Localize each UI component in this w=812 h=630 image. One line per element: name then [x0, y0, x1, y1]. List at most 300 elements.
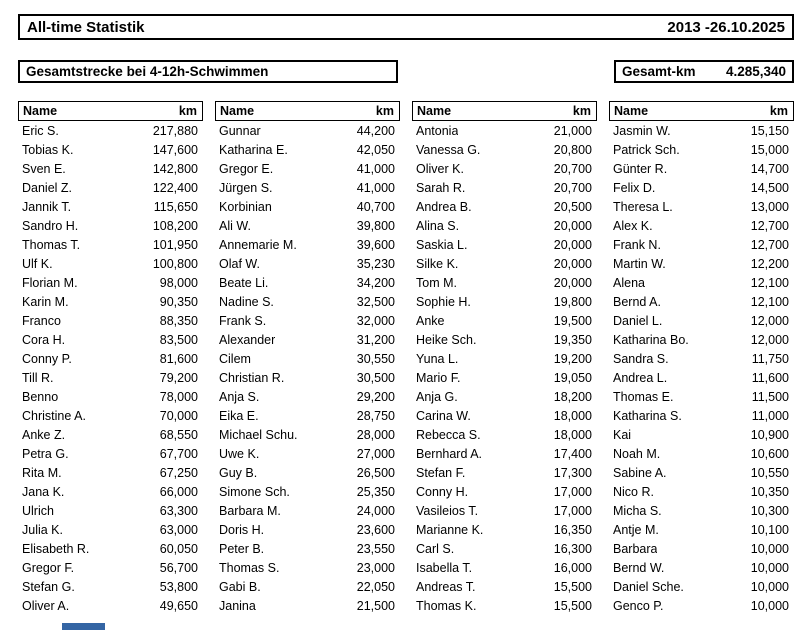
table-row — [609, 406, 794, 425]
swimmer-km: 14,500 — [750, 180, 789, 195]
swimmer-km: 41,000 — [356, 180, 395, 195]
swimmer-name: Bernd W. — [613, 560, 665, 575]
swimmer-km: 20,500 — [553, 199, 592, 214]
swimmer-km: 17,000 — [553, 484, 592, 499]
table-row — [215, 178, 400, 197]
table-row — [18, 197, 203, 216]
swimmer-name: Frank S. — [219, 313, 267, 328]
table-row — [412, 501, 597, 520]
table-row — [18, 444, 203, 463]
swimmer-name: Korbinian — [219, 199, 272, 214]
table-row — [18, 463, 203, 482]
name-column-header: Name — [614, 104, 649, 118]
swimmer-name: Uwe K. — [219, 446, 260, 461]
table-row — [215, 539, 400, 558]
table-row — [215, 596, 400, 615]
swimmer-name: Vasileios T. — [416, 503, 479, 518]
swimmer-name: Nadine S. — [219, 294, 274, 309]
swimmer-name: Christine A. — [22, 408, 86, 423]
swimmer-name: Martin W. — [613, 256, 666, 271]
table-row — [18, 235, 203, 254]
table-row — [215, 520, 400, 539]
table-row — [18, 178, 203, 197]
swimmer-name: Julia K. — [22, 522, 63, 537]
swimmer-km: 29,200 — [356, 389, 395, 404]
table-row — [609, 577, 794, 596]
swimmer-km: 39,600 — [356, 237, 395, 252]
swimmer-km: 98,000 — [159, 275, 198, 290]
swimmer-name: Alex K. — [613, 218, 653, 233]
swimmer-km: 20,000 — [553, 275, 592, 290]
table-row — [18, 520, 203, 539]
swimmer-km: 22,050 — [356, 579, 395, 594]
swimmer-km: 11,500 — [751, 389, 789, 404]
table-row — [609, 444, 794, 463]
table-row — [412, 140, 597, 159]
swimmer-km: 18,000 — [553, 427, 592, 442]
table-row — [412, 330, 597, 349]
table-row — [412, 121, 597, 140]
swimmer-km: 68,550 — [159, 427, 198, 442]
swimmer-km: 19,800 — [553, 294, 592, 309]
swimmer-km: 12,000 — [750, 332, 789, 347]
table-row — [215, 121, 400, 140]
swimmer-km: 83,500 — [159, 332, 198, 347]
swimmer-km: 34,200 — [356, 275, 395, 290]
table-row — [215, 311, 400, 330]
swimmer-name: Andrea L. — [613, 370, 668, 385]
table-row — [215, 349, 400, 368]
table-row — [609, 330, 794, 349]
swimmer-name: Stefan F. — [416, 465, 466, 480]
swimmer-name: Ulrich — [22, 503, 54, 518]
swimmer-km: 19,350 — [553, 332, 592, 347]
swimmer-name: Rita M. — [22, 465, 62, 480]
swimmer-name: Cora H. — [22, 332, 66, 347]
table-row — [412, 558, 597, 577]
table-row — [609, 387, 794, 406]
swimmer-km: 21,000 — [553, 123, 592, 138]
swimmer-km: 28,750 — [356, 408, 395, 423]
table-row — [215, 140, 400, 159]
ranking-table-2 — [215, 101, 400, 615]
table-body — [215, 121, 400, 615]
swimmer-km: 88,350 — [159, 313, 198, 328]
swimmer-km: 81,600 — [159, 351, 198, 366]
table-body — [18, 121, 203, 615]
swimmer-name: Vanessa G. — [416, 142, 481, 157]
swimmer-name: Anja S. — [219, 389, 260, 404]
swimmer-km: 41,000 — [356, 161, 395, 176]
table-row — [215, 368, 400, 387]
table-row — [412, 482, 597, 501]
table-row — [215, 482, 400, 501]
name-column-header: Name — [23, 104, 58, 118]
swimmer-name: Doris H. — [219, 522, 265, 537]
table-row — [18, 387, 203, 406]
table-row — [412, 596, 597, 615]
swimmer-name: Anke Z. — [22, 427, 66, 442]
table-row — [18, 406, 203, 425]
table-row — [18, 140, 203, 159]
total-value: 4.285,340 — [725, 64, 786, 79]
swimmer-km: 53,800 — [159, 579, 198, 594]
swimmer-name: Gregor F. — [22, 560, 75, 575]
swimmer-name: Andrea B. — [416, 199, 472, 214]
subtitle-text: Gesamtstrecke bei 4-12h-Schwimmen — [26, 64, 269, 79]
table-row — [18, 539, 203, 558]
swimmer-name: Katharina E. — [219, 142, 288, 157]
swimmer-km: 56,700 — [159, 560, 198, 575]
table-row — [18, 577, 203, 596]
swimmer-name: Silke K. — [416, 256, 459, 271]
table-row — [412, 520, 597, 539]
swimmer-km: 20,000 — [553, 218, 592, 233]
swimmer-km: 15,150 — [750, 123, 789, 138]
swimmer-name: Guy B. — [219, 465, 258, 480]
swimmer-name: Beate Li. — [219, 275, 269, 290]
title-bar — [18, 14, 794, 40]
table-row — [609, 254, 794, 273]
table-row — [412, 216, 597, 235]
table-header — [412, 101, 597, 121]
swimmer-km: 12,100 — [750, 294, 789, 309]
swimmer-km: 10,000 — [750, 541, 789, 556]
ranking-table-3 — [412, 101, 597, 615]
swimmer-km: 10,100 — [750, 522, 789, 537]
table-row — [609, 520, 794, 539]
swimmer-name: Sabine A. — [613, 465, 667, 480]
km-column-header: km — [572, 104, 591, 118]
table-row — [609, 273, 794, 292]
table-row — [215, 387, 400, 406]
swimmer-km: 142,800 — [152, 161, 198, 176]
table-row — [18, 596, 203, 615]
table-header — [215, 101, 400, 121]
table-row — [18, 311, 203, 330]
swimmer-name: Daniel Sche. — [613, 579, 684, 594]
table-row — [609, 558, 794, 577]
swimmer-name: Eric S. — [22, 123, 59, 138]
table-row — [609, 596, 794, 615]
swimmer-name: Elisabeth R. — [22, 541, 90, 556]
swimmer-name: Ulf K. — [22, 256, 53, 271]
ranking-tables — [18, 101, 794, 615]
swimmer-km: 67,250 — [159, 465, 198, 480]
table-row — [215, 501, 400, 520]
swimmer-km: 10,000 — [750, 560, 789, 575]
table-row — [215, 254, 400, 273]
table-row — [412, 368, 597, 387]
swimmer-km: 19,200 — [553, 351, 592, 366]
table-row — [215, 159, 400, 178]
swimmer-km: 18,200 — [553, 389, 592, 404]
swimmer-name: Felix D. — [613, 180, 656, 195]
swimmer-name: Eika E. — [219, 408, 259, 423]
km-column-header: km — [178, 104, 197, 118]
swimmer-km: 147,600 — [152, 142, 198, 157]
table-row — [18, 368, 203, 387]
table-row — [609, 311, 794, 330]
swimmer-km: 24,000 — [356, 503, 395, 518]
swimmer-name: Tom M. — [416, 275, 457, 290]
name-column-header: Name — [417, 104, 452, 118]
table-row — [412, 444, 597, 463]
swimmer-km: 12,700 — [750, 218, 789, 233]
swimmer-name: Karin M. — [22, 294, 69, 309]
swimmer-name: Micha S. — [613, 503, 662, 518]
table-row — [215, 444, 400, 463]
swimmer-km: 10,900 — [750, 427, 789, 442]
ranking-table-1 — [18, 101, 203, 615]
swimmer-km: 13,000 — [750, 199, 789, 214]
swimmer-km: 67,700 — [159, 446, 198, 461]
swimmer-name: Genco P. — [613, 598, 664, 613]
swimmer-km: 30,550 — [356, 351, 395, 366]
swimmer-name: Kai — [613, 427, 632, 442]
swimmer-name: Anja G. — [416, 389, 458, 404]
table-body — [412, 121, 597, 615]
swimmer-name: Barbara M. — [219, 503, 281, 518]
swimmer-name: Katharina Bo. — [613, 332, 689, 347]
swimmer-km: 18,000 — [553, 408, 592, 423]
table-row — [609, 539, 794, 558]
swimmer-name: Alina S. — [416, 218, 460, 233]
swimmer-km: 20,700 — [553, 180, 592, 195]
swimmer-name: Noah M. — [613, 446, 661, 461]
swimmer-km: 21,500 — [356, 598, 395, 613]
swimmer-name: Olaf W. — [219, 256, 260, 271]
swimmer-km: 16,350 — [553, 522, 592, 537]
swimmer-name: Patrick Sch. — [613, 142, 680, 157]
swimmer-name: Stefan G. — [22, 579, 75, 594]
swimmer-name: Annemarie M. — [219, 237, 297, 252]
swimmer-km: 16,000 — [553, 560, 592, 575]
swimmer-name: Thomas T. — [22, 237, 81, 252]
swimmer-name: Thomas E. — [613, 389, 674, 404]
swimmer-km: 100,800 — [152, 256, 198, 271]
swimmer-name: Nico R. — [613, 484, 654, 499]
km-column-header: km — [375, 104, 394, 118]
table-row — [215, 406, 400, 425]
table-row — [18, 121, 203, 140]
swimmer-name: Frank N. — [613, 237, 661, 252]
table-row — [412, 254, 597, 273]
swimmer-km: 122,400 — [152, 180, 198, 195]
swimmer-km: 10,300 — [750, 503, 789, 518]
swimmer-km: 19,500 — [553, 313, 592, 328]
table-header — [609, 101, 794, 121]
swimmer-km: 115,650 — [153, 199, 198, 214]
swimmer-km: 70,000 — [159, 408, 198, 423]
table-row — [412, 311, 597, 330]
table-row — [18, 425, 203, 444]
swimmer-name: Theresa L. — [613, 199, 673, 214]
swimmer-km: 12,700 — [750, 237, 789, 252]
swimmer-km: 39,800 — [356, 218, 395, 233]
swimmer-km: 28,000 — [356, 427, 395, 442]
table-row — [412, 463, 597, 482]
swimmer-name: Thomas S. — [219, 560, 280, 575]
swimmer-name: Yuna L. — [416, 351, 459, 366]
swimmer-km: 63,300 — [159, 503, 198, 518]
table-row — [609, 197, 794, 216]
swimmer-name: Florian M. — [22, 275, 78, 290]
swimmer-name: Janina — [219, 598, 256, 613]
table-row — [412, 577, 597, 596]
swimmer-name: Christian R. — [219, 370, 285, 385]
swimmer-name: Alexander — [219, 332, 276, 347]
swimmer-name: Gunnar — [219, 123, 261, 138]
table-row — [215, 425, 400, 444]
swimmer-km: 49,650 — [159, 598, 198, 613]
swimmer-km: 217,880 — [152, 123, 198, 138]
swimmer-name: Mario F. — [416, 370, 461, 385]
swimmer-km: 17,400 — [553, 446, 592, 461]
table-row — [18, 482, 203, 501]
swimmer-km: 40,700 — [356, 199, 395, 214]
ranking-table-4 — [609, 101, 794, 615]
swimmer-km: 30,500 — [356, 370, 395, 385]
table-row — [609, 292, 794, 311]
table-row — [215, 463, 400, 482]
swimmer-name: Daniel L. — [613, 313, 663, 328]
table-row — [412, 235, 597, 254]
table-row — [215, 292, 400, 311]
swimmer-km: 11,750 — [751, 351, 789, 366]
table-row — [215, 235, 400, 254]
swimmer-name: Tobias K. — [22, 142, 74, 157]
swimmer-km: 11,600 — [751, 370, 789, 385]
swimmer-km: 17,300 — [553, 465, 592, 480]
swimmer-km: 15,500 — [553, 598, 592, 613]
swimmer-name: Michael Schu. — [219, 427, 298, 442]
table-row — [18, 292, 203, 311]
swimmer-name: Daniel Z. — [22, 180, 73, 195]
swimmer-name: Barbara — [613, 541, 658, 556]
swimmer-name: Carl S. — [416, 541, 455, 556]
swimmer-name: Simone Sch. — [219, 484, 290, 499]
swimmer-km: 10,350 — [750, 484, 789, 499]
table-row — [18, 216, 203, 235]
swimmer-km: 23,600 — [356, 522, 395, 537]
name-column-header: Name — [220, 104, 255, 118]
swimmer-name: Benno — [22, 389, 59, 404]
swimmer-name: Cilem — [219, 351, 251, 366]
swimmer-km: 20,000 — [553, 256, 592, 271]
swimmer-km: 12,000 — [750, 313, 789, 328]
swimmer-name: Jürgen S. — [219, 180, 273, 195]
swimmer-name: Conny P. — [22, 351, 72, 366]
swimmer-name: Sarah R. — [416, 180, 466, 195]
swimmer-km: 101,950 — [152, 237, 198, 252]
subtitle-box — [18, 60, 398, 83]
swimmer-km: 44,200 — [356, 123, 395, 138]
swimmer-km: 60,050 — [159, 541, 198, 556]
swimmer-name: Jannik T. — [22, 199, 72, 214]
table-row — [215, 197, 400, 216]
table-row — [412, 539, 597, 558]
swimmer-km: 23,550 — [356, 541, 395, 556]
swimmer-km: 23,000 — [356, 560, 395, 575]
swimmer-name: Heike Sch. — [416, 332, 477, 347]
swimmer-km: 15,000 — [750, 142, 789, 157]
swimmer-km: 10,600 — [750, 446, 789, 461]
swimmer-km: 20,700 — [553, 161, 592, 176]
table-row — [412, 273, 597, 292]
swimmer-name: Antonia — [416, 123, 459, 138]
table-row — [609, 178, 794, 197]
table-row — [609, 140, 794, 159]
table-header — [18, 101, 203, 121]
table-row — [609, 216, 794, 235]
table-row — [18, 254, 203, 273]
swimmer-km: 108,200 — [152, 218, 198, 233]
swimmer-km: 79,200 — [159, 370, 198, 385]
table-row — [609, 425, 794, 444]
swimmer-km: 10,550 — [750, 465, 789, 480]
swimmer-name: Franco — [22, 313, 61, 328]
table-row — [412, 159, 597, 178]
swimmer-name: Bernd A. — [613, 294, 661, 309]
table-row — [609, 368, 794, 387]
swimmer-km: 11,000 — [751, 408, 789, 423]
swimmer-name: Marianne K. — [416, 522, 484, 537]
swimmer-km: 66,000 — [159, 484, 198, 499]
table-row — [18, 501, 203, 520]
table-row — [609, 121, 794, 140]
total-box — [614, 60, 794, 83]
swimmer-name: Gregor E. — [219, 161, 274, 176]
table-row — [609, 235, 794, 254]
table-row — [609, 463, 794, 482]
table-row — [609, 349, 794, 368]
swimmer-name: Sven E. — [22, 161, 66, 176]
swimmer-name: Katharina S. — [613, 408, 682, 423]
swimmer-km: 12,100 — [750, 275, 789, 290]
swimmer-name: Peter B. — [219, 541, 265, 556]
swimmer-km: 90,350 — [159, 294, 198, 309]
table-row — [215, 216, 400, 235]
table-row — [412, 387, 597, 406]
swimmer-name: Petra G. — [22, 446, 69, 461]
table-row — [215, 577, 400, 596]
swimmer-name: Jana K. — [22, 484, 65, 499]
swimmer-km: 78,000 — [159, 389, 198, 404]
swimmer-name: Sandra S. — [613, 351, 669, 366]
bottom-blue-fragment — [62, 623, 105, 630]
swimmer-name: Günter R. — [613, 161, 668, 176]
swimmer-name: Bernhard A. — [416, 446, 483, 461]
swimmer-km: 10,000 — [750, 579, 789, 594]
swimmer-name: Isabella T. — [416, 560, 473, 575]
date-range: 2013 -26.10.2025 — [667, 18, 785, 36]
swimmer-km: 32,500 — [356, 294, 395, 309]
swimmer-name: Oliver K. — [416, 161, 464, 176]
swimmer-name: Rebecca S. — [416, 427, 481, 442]
table-row — [412, 292, 597, 311]
table-row — [412, 178, 597, 197]
swimmer-name: Alena — [613, 275, 645, 290]
table-row — [412, 197, 597, 216]
swimmer-km: 14,700 — [750, 161, 789, 176]
table-row — [18, 273, 203, 292]
swimmer-name: Sophie H. — [416, 294, 471, 309]
swimmer-km: 42,050 — [356, 142, 395, 157]
swimmer-name: Conny H. — [416, 484, 469, 499]
swimmer-name: Antje M. — [613, 522, 659, 537]
table-row — [609, 501, 794, 520]
